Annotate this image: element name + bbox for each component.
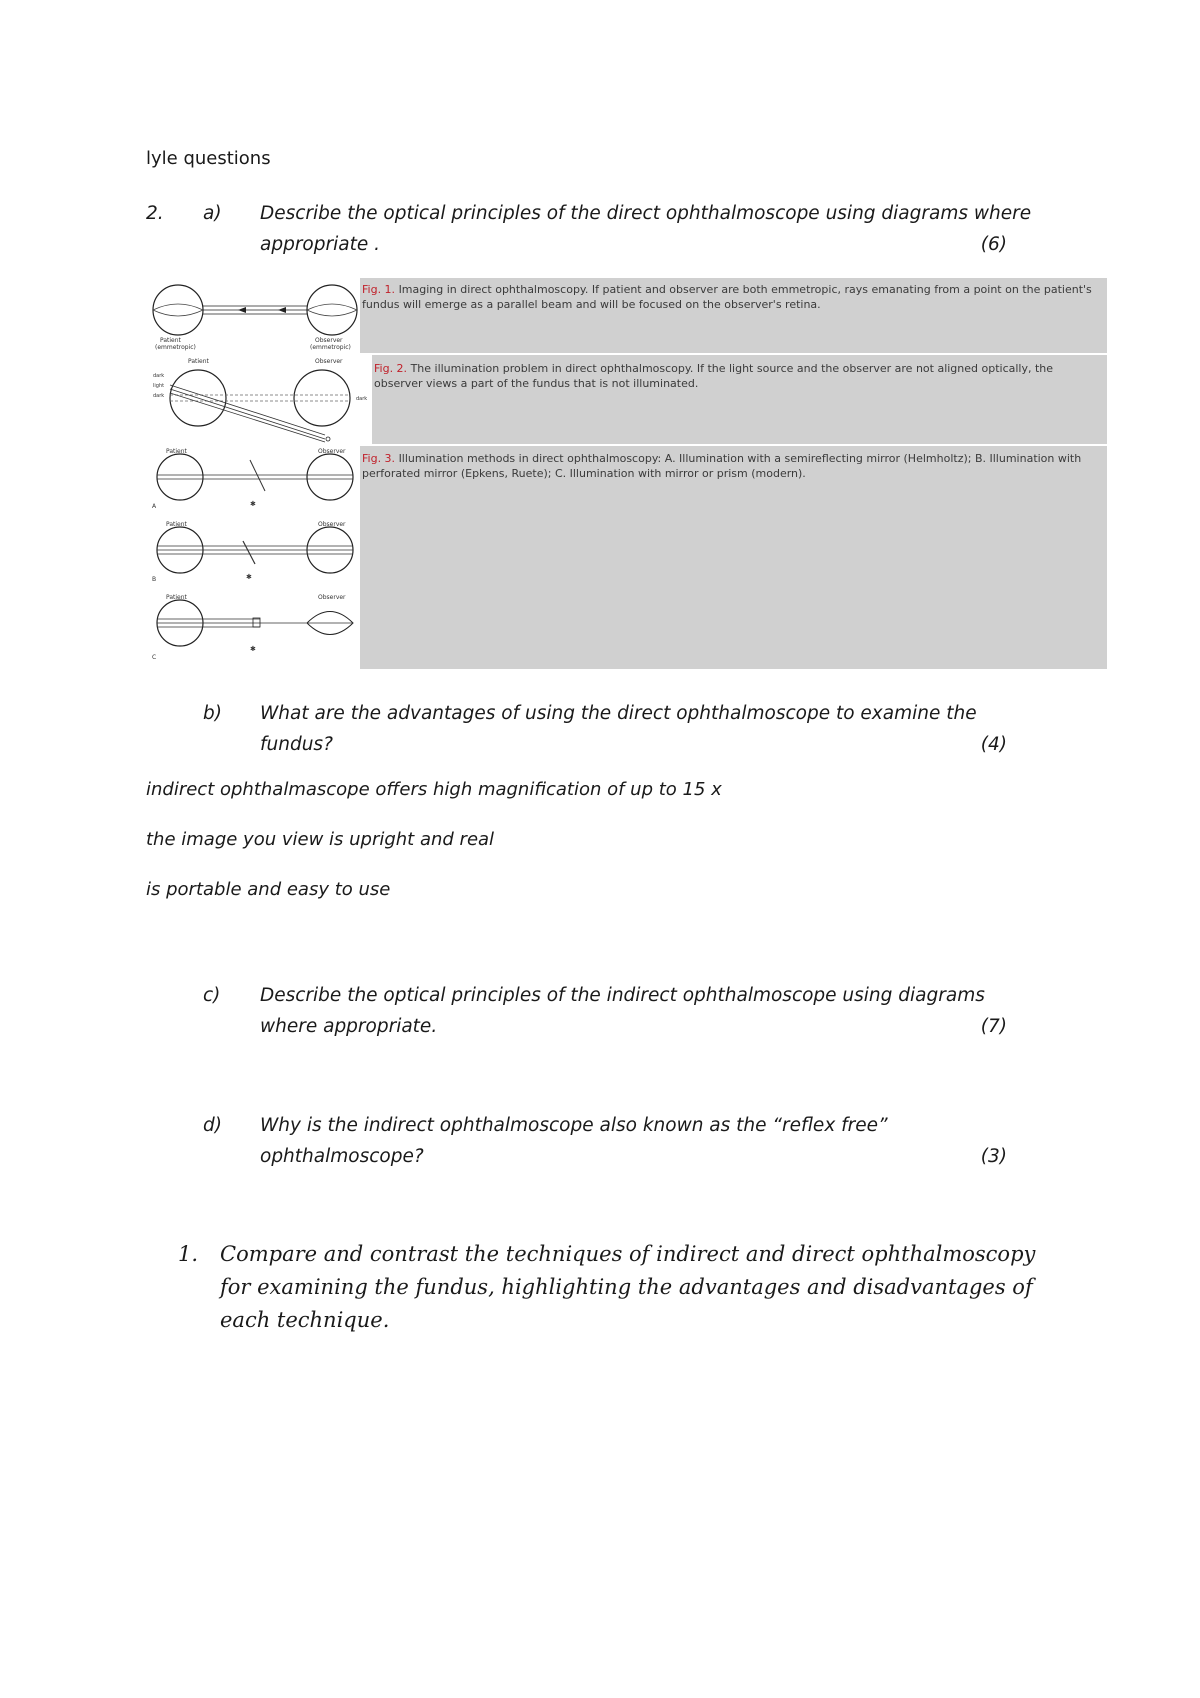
figure-2-label: Fig. 2. <box>374 362 408 375</box>
question-2b-line1: What are the advantages of using the direct ophthalmoscope to examine the <box>260 703 977 724</box>
svg-text:Patient: Patient <box>166 448 187 455</box>
final-question-text: Compare and contrast the techniques of indirect and direct ophthalmoscopy for examining the fundus, highlighting the advantages and disadvantages of each technique. <box>220 1242 1036 1332</box>
svg-text:Observer: Observer <box>318 594 346 601</box>
figure-2-text: The illumination problem in direct ophthalmoscopy. If the light source and the observer are not aligned optically, the observer views a part of the fundus that is not illuminated. <box>374 362 1054 390</box>
figure-1-right-label: Observer <box>315 337 343 344</box>
figure-1-left-label: Patient <box>160 337 181 344</box>
question-number: 2. <box>146 203 164 224</box>
question-2a-label: a) <box>203 203 222 224</box>
figure-3-diagram <box>150 446 360 669</box>
svg-text:C: C <box>152 654 157 661</box>
answer-line: indirect ophthalmascope offers high magnification of up to 15 x <box>146 779 722 800</box>
svg-text:(emmetropic): (emmetropic) <box>155 344 196 351</box>
svg-text:B: B <box>152 576 157 583</box>
question-2c-label: c) <box>203 985 221 1006</box>
final-question-number: 1. <box>178 1242 199 1266</box>
figure-1 <box>150 278 1107 353</box>
document-title: lyle questions <box>146 148 271 169</box>
svg-text:✱: ✱ <box>250 645 256 653</box>
svg-text:Patient: Patient <box>166 594 187 601</box>
question-2d-line2: ophthalmoscope? <box>260 1146 424 1167</box>
svg-text:✱: ✱ <box>250 500 256 508</box>
svg-text:Patient: Patient <box>166 521 187 528</box>
question-2a-line1: Describe the optical principles of the direct ophthalmoscope using diagrams where <box>260 203 1032 224</box>
question-2b-marks: (4) <box>980 734 1007 755</box>
svg-text:A: A <box>152 503 157 510</box>
figure-3-caption <box>362 451 1102 481</box>
answer-line: is portable and easy to use <box>146 879 391 900</box>
question-2c-line1: Describe the optical principles of the indirect ophthalmoscope using diagrams <box>260 985 985 1006</box>
figure-1-label: Fig. 1. <box>362 283 396 296</box>
question-2c-line2: where appropriate. <box>260 1016 438 1037</box>
svg-text:dark: dark <box>153 393 165 399</box>
question-2b-label: b) <box>203 703 222 724</box>
question-2a-line2: appropriate . <box>260 234 380 255</box>
svg-text:dark: dark <box>356 396 368 402</box>
svg-text:Observer: Observer <box>318 521 346 528</box>
figure-2 <box>150 355 1107 444</box>
svg-text:Observer: Observer <box>315 358 343 365</box>
figure-1-diagram <box>150 278 360 353</box>
figure-3-text: Illumination methods in direct ophthalmoscopy: A. Illumination with a semireflecting mirror (Helmholtz); B. Illumination with perforated mirror (Epkens, Ruete); C. Illumination with mirror or prism (modern). <box>362 452 1082 480</box>
svg-text:(emmetropic): (emmetropic) <box>310 344 351 351</box>
svg-text:Observer: Observer <box>318 448 346 455</box>
question-2d-line1: Why is the indirect ophthalmoscope also known as the “reflex free” <box>260 1115 888 1136</box>
svg-text:Patient: Patient <box>188 358 209 365</box>
answer-line: the image you view is upright and real <box>146 829 495 850</box>
figure-1-caption <box>362 282 1102 312</box>
question-2c-marks: (7) <box>980 1016 1007 1037</box>
svg-text:✱: ✱ <box>246 573 252 581</box>
question-2b-line2: fundus? <box>260 734 333 755</box>
svg-text:light: light <box>153 383 165 389</box>
question-2d-marks: (3) <box>980 1146 1007 1167</box>
figure-2-diagram <box>150 355 372 444</box>
figure-2-caption <box>374 361 1102 391</box>
figure-block <box>150 278 1107 669</box>
figure-3 <box>150 446 1107 669</box>
figure-3-label: Fig. 3. <box>362 452 396 465</box>
svg-text:dark: dark <box>153 373 165 379</box>
figure-1-text: Imaging in direct ophthalmoscopy. If patient and observer are both emmetropic, rays emanating from a point on the patient's fundus will emerge as a parallel beam and will be focused on the observer's retina. <box>362 283 1092 311</box>
question-2d-label: d) <box>203 1115 222 1136</box>
question-2a-marks: (6) <box>980 234 1007 255</box>
final-question <box>178 1238 1048 1337</box>
